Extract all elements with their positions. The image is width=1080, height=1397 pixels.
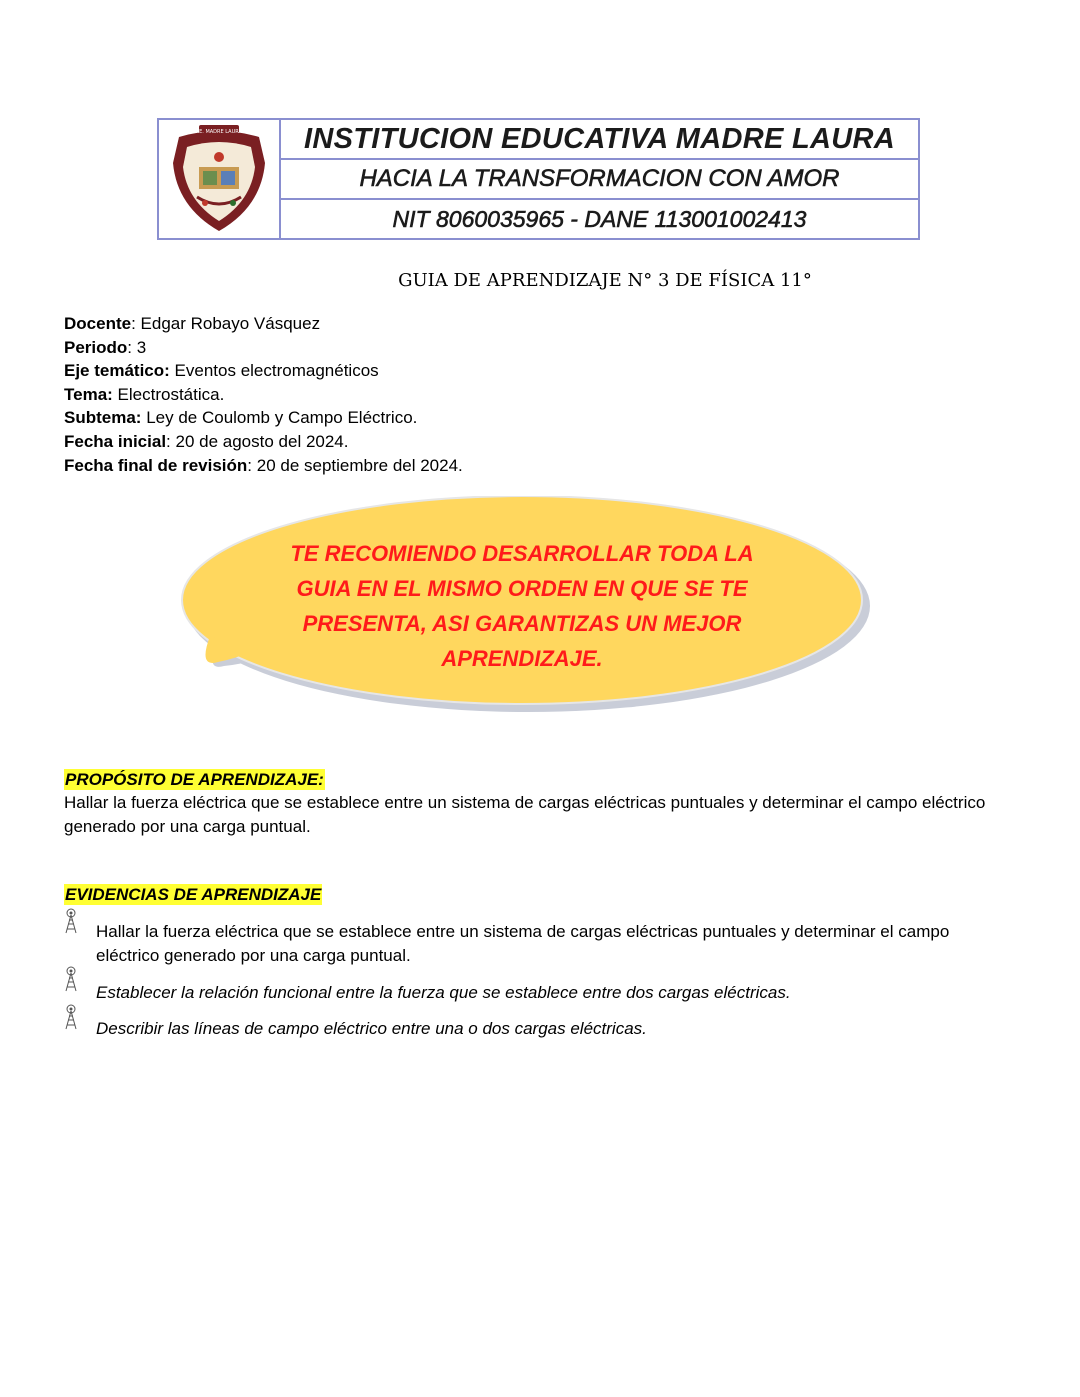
institution-ids: NIT 8060035965 - DANE 113001002413 (281, 198, 918, 238)
evidence-item-3: Describir las líneas de campo eléctrico entre una o dos cargas eléctricas. (96, 1019, 647, 1038)
logo-label: I.E. MADRE LAURA (196, 129, 242, 135)
purpose-text: Hallar la fuerza eléctrica que se establece entre un sistema de cargas eléctricas puntuales y determinar el campo eléctrico generado por una carga puntual. (64, 793, 986, 836)
info-fecha-final: Fecha final de revisión: 20 de septiembre del 2024. (64, 455, 463, 475)
purpose-heading: PROPÓSITO DE APRENDIZAJE: (65, 770, 324, 789)
info-periodo: Periodo: 3 (64, 337, 147, 357)
institution-motto: HACIA LA TRANSFORMACION CON AMOR (281, 158, 918, 198)
info-tema: Tema: Electrostática. (64, 384, 225, 404)
institution-header (157, 118, 920, 240)
info-docente: Docente: Edgar Robayo Vásquez (64, 314, 321, 333)
antenna-tower-icon (62, 1004, 80, 1030)
evidence-heading: EVIDENCIAS DE APRENDIZAJE (65, 885, 322, 904)
logo-cell (159, 120, 281, 238)
info-subtema: Subtema: Ley de Coulomb y Campo Eléctrico. (64, 408, 418, 428)
school-shield-logo-icon (169, 123, 269, 235)
info-eje-tematico: Eje temático: Eventos electromagnéticos (64, 361, 379, 381)
institution-name: INSTITUCION EDUCATIVA MADRE LAURA (304, 122, 895, 155)
evidence-item-2: Establecer la relación funcional entre la fuerza que se establece entre dos cargas eléctricas. (96, 983, 791, 1002)
antenna-tower-icon (62, 966, 80, 992)
info-fecha-inicial: Fecha inicial: 20 de agosto del 2024. (64, 431, 349, 451)
evidence-item-1: Hallar la fuerza eléctrica que se establece entre un sistema de cargas eléctricas puntuales y determinar el campo eléctrico generado por una carga puntual. (96, 922, 950, 965)
antenna-tower-icon (62, 908, 80, 934)
guide-title: GUIA DE APRENDIZAJE N° 3 DE FÍSICA 11° (398, 270, 812, 291)
recommendation-text: TE RECOMIENDO DESARROLLAR TODA LA GUIA EN EL MISMO ORDEN EN QUE SE TE PRESENTA, ASI GARANTIZAS UN MEJOR APRENDIZAJE. (290, 541, 754, 671)
info-list (64, 312, 463, 477)
